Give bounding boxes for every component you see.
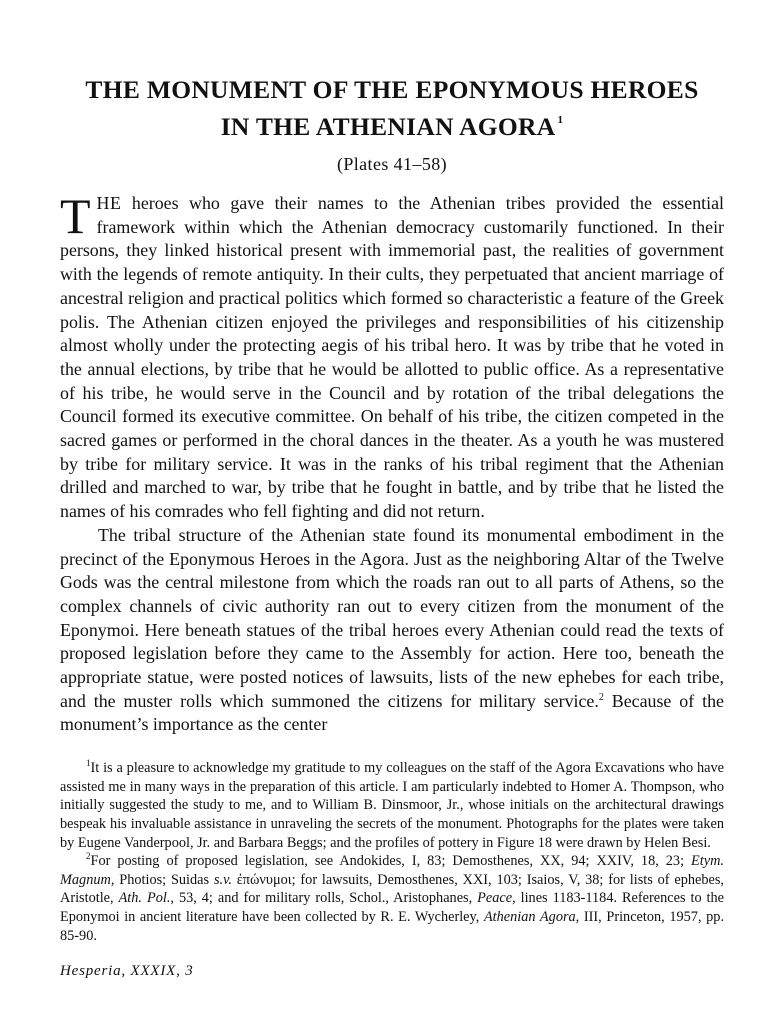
journal-signature: Hesperia, XXXIX, 3 — [60, 963, 194, 980]
plates-reference: (Plates 41–58) — [336, 154, 448, 174]
footnote-ref-2[interactable]: 2 — [598, 691, 604, 703]
footnote-2-text-2: Photios; Suidas — [114, 871, 214, 888]
footnote-2-italic-4: Peace, — [477, 890, 516, 907]
paragraph-1-text: heroes who gave their names to the Athenian tribes provided the essential framework within which the Athenian democracy customarily functioned. In their persons, they linked historical present with immemorial past, the realities of government with the legends of remote antiquity. In their cults, they perpetuated that ancient marriage of ancestral religion and practical politics which formed so characteristic a feature of the Greek polis. The Athenian citizen enjoyed the privileges and responsibilities of his citizenship almost wholly under the protecting aegis of his tribal hero. It was by tribe that he voted in the annual elections, by tribe that he would be allotted to public office. As a representative of his tribe, he would serve in the Council and by rotation of the tribal delegations the Council formed its executive committee. On behalf of his tribe, the citizen competed in the sacred games or performed in the choral dances in the theater. As a youth he was mustered by tribe for military service. It was in the ranks of his tribal regiment that the Athenian drilled and marched to war, by tribe that he fought in battle, and by tribe that he listed the names of his comrades who fell fighting and did not return. — [60, 193, 724, 522]
footnotes — [60, 759, 724, 945]
footnote-2-italic-3: Ath. Pol., — [118, 890, 174, 907]
footnote-2-text-3: ἐπώνυμοι; for lawsuits, Demosthenes, XXI, 103; Isaios, V, 38; for lists of ephebes, Aristotle, — [60, 871, 725, 907]
footnote-2-italic-1: Etym. Magnum, — [60, 853, 724, 888]
footnote-2-text-6: III, Princeton, 1957, pp. 85-90. — [60, 908, 725, 944]
first-word: HE — [96, 193, 122, 213]
drop-cap: T — [60, 188, 91, 244]
paragraph-2-text-b: Because of the monument’s importance as the center — [60, 690, 724, 735]
footnote-2-text-4: 53, 4; and for military rolls, Schol., Aristophanes, — [173, 890, 478, 907]
footnote-2-italic-2: s.v. — [213, 871, 232, 888]
paragraph-1 — [60, 188, 724, 524]
title-line-2: IN THE ATHENIAN AGORA — [220, 112, 556, 141]
paragraph-2 — [60, 524, 724, 737]
article-body — [60, 188, 724, 737]
footnote-1-text: It is a pleasure to acknowledge my gratitude to my colleagues on the staff of the Agora Excavations who have assisted me in many ways in the preparation of this article. I am particularly indebted to Homer A. Thompson, who initially suggested the study to me, and to William B. Dinsmoor, Jr., whose initials on the architectural drawings bespeak his invaluable assistance in unraveling the secrets of the monument. Photographs for the plates were taken by Eugene Vanderpool, Jr. and Barbara Beggs; and the profiles of pottery in Figure 18 were drawn by Helen Besi. — [60, 760, 724, 851]
page — [60, 74, 724, 980]
footnote-2 — [60, 852, 724, 945]
footnote-2-mark: 2 — [86, 851, 91, 862]
title-footnote-mark[interactable]: 1 — [557, 114, 564, 126]
footnote-1-mark: 1 — [86, 758, 91, 769]
footnote-2-text-1: For posting of proposed legislation, see Andokides, I, 83; Demosthenes, XX, 94; XXIV, 18, 23; — [90, 853, 692, 870]
footnote-2-text-5: lines 1183-1184. References to the Eponymoi in ancient literature have been collected by R. E. Wycherley, — [60, 890, 725, 925]
footnote-2-italic-5: Athenian Agora, — [483, 908, 580, 925]
paragraph-2-text-a: The tribal structure of the Athenian state found its monumental embodiment in the precinct of the Eponymous Heroes in the Agora. Just as the neighboring Altar of the Twelve Gods was the central milestone from which the roads ran out to all parts of Athens, so the complex channels of civic authority ran out to every citizen from the monument of the Eponymoi. Here beneath statues of the tribal heroes every Athenian could read the texts of proposed legislation before they came to the Assembly for action. Here too, beneath the appropriate statue, were posted notices of lawsuits, lists of the new ephebes for each tribe, and the muster rolls which summoned the citizens for military service. — [60, 524, 724, 711]
footnote-1 — [60, 759, 724, 852]
article-title — [60, 74, 724, 142]
title-line-1: THE MONUMENT OF THE EPONYMOUS HEROES — [85, 75, 699, 104]
